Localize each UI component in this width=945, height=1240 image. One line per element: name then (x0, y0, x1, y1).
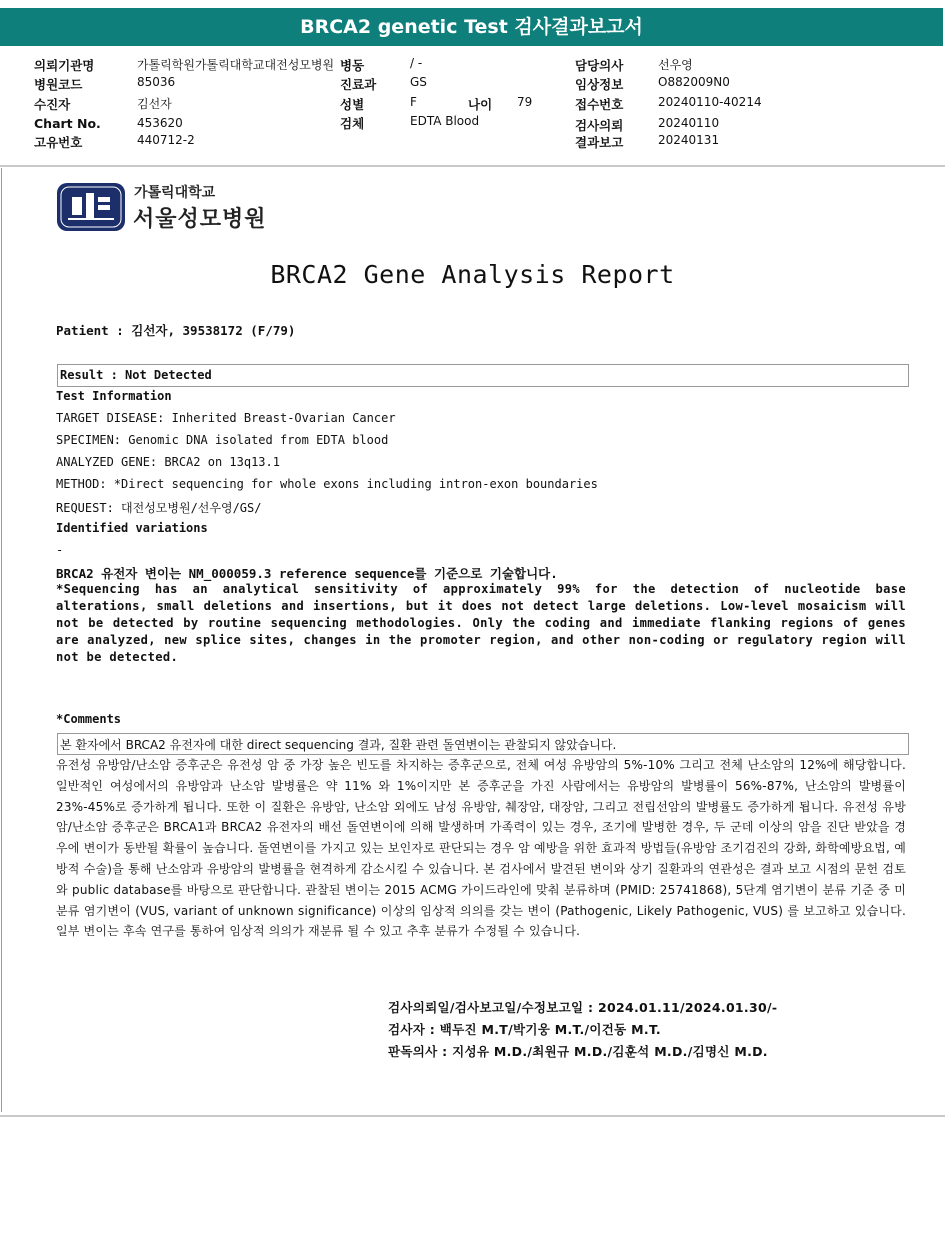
unique-id-value: 440712-2 (137, 133, 195, 147)
age-label: 나이 (468, 97, 493, 112)
sensitivity-note: *Sequencing has an analytical sensitivity of approximately 99% for the detection of nucleotide base alterations, small deletions and insertions, but it does not detect large deletions. Low-level mosaicism will not be detected by routine sequencing methodologies. Only the coding and immediate flanking regions of genes are analyzed, new splice sites, changes in the promoter region, and other non-coding or regulatory region will not be detected. (56, 582, 906, 664)
test-info-heading: Test Information (56, 389, 172, 403)
patient-line: Patient : 김선자, 39538172 (F/79) (56, 323, 296, 338)
patient-name-label: 수진자 (34, 97, 71, 112)
reference-note: BRCA2 유전자 변이는 NM_000059.3 reference sequence를 기준으로 기술합니다. (56, 566, 558, 581)
department-label: 진료과 (340, 77, 377, 92)
report-date-label: 결과보고 (575, 135, 624, 150)
department-value: GS (410, 75, 427, 89)
sex-value: F (410, 95, 417, 109)
header-divider (0, 165, 945, 167)
patient-header (0, 50, 945, 150)
doctor-value: 선우영 (658, 58, 693, 72)
hospital-emblem-icon (56, 182, 126, 232)
result-box (57, 364, 909, 387)
ward-label: 병동 (340, 58, 365, 73)
testers-line: 검사자 : 백두진 M.T/박기웅 M.T./이건동 M.T. (388, 1022, 661, 1037)
report-heading: BRCA2 Gene Analysis Report (270, 260, 675, 289)
method-line: METHOD: *Direct sequencing for whole exons including intron-exon boundaries (56, 477, 598, 491)
hospital-code-label: 병원코드 (34, 77, 83, 92)
analyzed-gene: ANALYZED GENE: BRCA2 on 13q13.1 (56, 455, 280, 469)
hospital-code-value: 85036 (137, 75, 176, 89)
target-disease: TARGET DISEASE: Inherited Breast-Ovarian Cancer (56, 411, 396, 425)
patient-name-value: 김선자 (137, 97, 172, 111)
institution-value: 가톨릭학원가톨릭대학교대전성모병원 (137, 58, 335, 72)
ward-value: / - (410, 56, 423, 70)
unique-id-label: 고유번호 (34, 135, 83, 150)
request-date-label: 검사의뢰 (575, 118, 624, 133)
result-text: Result : Not Detected (60, 368, 212, 382)
sex-label: 성별 (340, 97, 365, 112)
chart-no-value: 453620 (137, 116, 183, 130)
dates-line: 검사의뢰일/검사보고일/수정보고일 : 2024.01.11/2024.01.30/- (388, 1000, 778, 1015)
report-title-bar: BRCA2 genetic Test 검사결과보고서 (0, 8, 943, 46)
clinical-info-value: O882009N0 (658, 75, 730, 89)
hospital-logo (56, 182, 266, 232)
comment-body: 유전성 유방암/난소암 증후군은 유전성 암 중 가장 높은 빈도를 차지하는 증후군으로, 전체 여성 유방암의 5%-10% 그리고 전체 난소암의 12%에 해당합니다. 일반적인 여성에서의 유방암과 난소암 발병률은 약 11% 와 1%이지만 본 증후군을 가진 사람에서는 유방암의 발병률이 56%-87%, 난소암의 발병률이 23%-45%로 증가하게 됩니다. 또한 이 질환은 유방암, 난소암 외에도 남성 유방암, 췌장암, 대장암, 그리고 전립선암의 발병률도 증가하게 됩니다. 유전성 유방암/난소암 증후군은 BRCA1과 BRCA2 유전자의 배선 돌연변이에 의해 발생하며 가족력이 있는 경우, 조기에 발병한 경우, 두 군데 이상의 암을 진단 받았을 경우에 변이가 동반될 확률이 높습니다. 돌연변이를 가지고 있는 보인자로 판단되는 경우 암 예방을 위한 효과적 방법들(유방암 조기검진의 강화, 화학예방요법, 예방적 수술)을 통해 난소암과 유방암의 발병률을 현격하게 감소시킬 수 있습니다. 본 검사에서 발견된 변이와 상기 질환과의 연관성은 결과 보고 시점의 문헌 검토와 public database를 바탕으로 판단합니다. 관찰된 변이는 2015 ACMG 가이드라인에 맞춰 분류하며 (PMID: 25741868), 5단계 염기변이 분류 기준 중 미분류 염기변이 (VUS, variant of unknown significance) 이상의 임상적 의의를 갖는 변이 (Pathogenic, Likely Pathogenic, VUS) 를 보고하고 있습니다. 일부 변이는 후속 연구를 통하여 임상적 의의가 재분류 될 수 있고 추후 분류가 수정될 수 있습니다. (56, 758, 906, 939)
receipt-no-value: 20240110-40214 (658, 95, 762, 109)
chart-no-label: Chart No. (34, 116, 101, 131)
specimen-label: 검체 (340, 116, 365, 131)
doctor-label: 담당의사 (575, 58, 624, 73)
footer-divider (0, 1115, 945, 1117)
logo-hospital-name: 서울성모병원 (133, 207, 267, 232)
specimen-value: EDTA Blood (410, 114, 480, 128)
specimen-line: SPECIMEN: Genomic DNA isolated from EDTA blood (56, 433, 389, 447)
comments-heading: *Comments (56, 712, 122, 726)
request-line: REQUEST: 대전성모병원/선우영/GS/ (56, 501, 262, 515)
variations-value: - (56, 543, 64, 557)
request-date-value: 20240110 (658, 116, 720, 130)
doctors-line: 판독의사 : 지성유 M.D./최원규 M.D./김훈석 M.D./김명신 M.D. (388, 1044, 768, 1059)
logo-university-name: 가톨릭대학교 (134, 185, 216, 201)
clinical-info-label: 임상정보 (575, 77, 624, 92)
comment-boxed-text: 본 환자에서 BRCA2 유전자에 대한 direct sequencing 결과, 질환 관련 돌연변이는 관찰되지 않았습니다. (60, 738, 617, 752)
institution-label: 의뢰기관명 (34, 58, 95, 73)
age-value: 79 (517, 95, 533, 109)
comment-box (57, 733, 909, 755)
report-date-value: 20240131 (658, 133, 720, 147)
variations-heading: Identified variations (56, 521, 208, 535)
receipt-no-label: 접수번호 (575, 97, 624, 112)
